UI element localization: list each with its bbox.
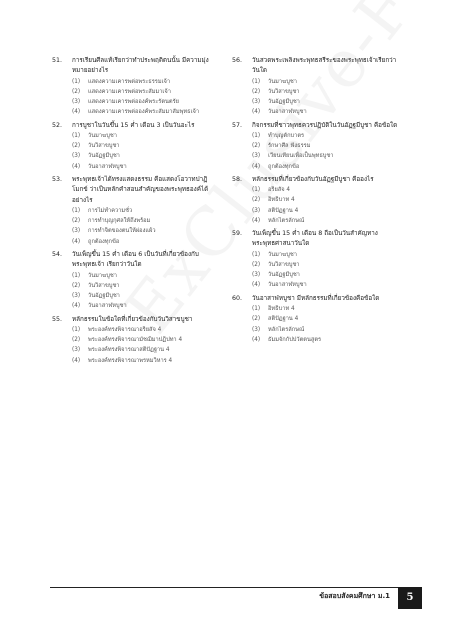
answer-option [232,151,408,161]
answer-option [232,270,408,280]
answer-option [232,77,408,87]
option-text: วันอัฏฐมีบูชา [268,99,300,106]
option-text: วันอัฏฐมีบูชา [88,293,120,300]
answer-option [232,87,408,97]
option-label: (4) [252,336,261,343]
answer-option [232,304,408,314]
option-label: (4) [252,282,261,289]
option-label: (2) [72,143,81,150]
question-number: 54. [52,250,63,258]
question [52,250,228,312]
option-label: (3) [72,228,81,235]
option-label: (1) [72,208,81,215]
answer-option [232,260,408,270]
page-number: 5 [398,587,422,609]
option-text: ถูกต้องทุกข้อ [88,238,120,245]
option-label: (2) [72,282,81,289]
question-text: การบูชาในวันขึ้น 15 ค่ำ เดือน 3 เป็นวันอะไร [72,121,195,129]
answer-option [52,335,228,345]
answer-option [232,195,408,205]
answer-option [52,301,228,311]
option-text: วันอัฏฐมีบูชา [88,153,120,160]
option-label: (3) [72,347,81,354]
footer-divider [50,587,402,588]
option-text: แสดงความเคารพต่อองค์พระสัมมาสัมพุทธเจ้า [88,109,200,116]
answer-option [52,131,228,141]
question-number [52,66,72,76]
option-text: เวียนเทียนเพื่อเป็นพุทธบูชา [268,153,334,160]
answer-option [52,77,228,87]
question [52,121,228,172]
question-number: 60. [232,294,243,302]
option-label: (2) [252,316,261,323]
option-label: (3) [72,153,81,160]
option-label: (4) [72,303,81,310]
question-line [52,56,228,66]
answer-option [232,141,408,151]
answer-option [52,325,228,335]
question-line [232,229,408,239]
option-text: อิทธิบาท 4 [268,197,295,204]
option-label: (1) [252,133,261,140]
question-line [232,121,408,131]
option-label: (2) [72,218,81,225]
question-text: พระพุทธศาสนาวันใด [252,240,310,248]
question-number: 57. [232,121,243,129]
answer-option [232,280,408,290]
option-label: (1) [72,272,81,279]
option-text: วันวิสาขบูชา [88,282,120,289]
option-label: (4) [252,163,261,170]
option-label: (3) [252,326,261,333]
question-text: พระพุทธเจ้า เรียกว่าวันใด [72,261,142,269]
question [232,175,408,226]
option-text: สติปัฏฐาน 4 [268,207,299,214]
option-label: (4) [252,217,261,224]
question-line [52,315,228,325]
question-line [52,260,228,270]
answer-option [232,216,408,226]
option-text: วันมาฆบูชา [88,133,117,140]
option-label: (3) [252,272,261,279]
option-text: ถูกต้องทุกข้อ [268,163,300,170]
option-text: วันอาสาฬหบูชา [268,282,307,289]
question-text: หมายอย่างไร [72,67,109,75]
answer-option [232,131,408,141]
option-text: วันมาฆบูชา [88,272,117,279]
answer-option [232,97,408,107]
question-text: วันเพ็ญขึ้น 15 ค่ำ เดือน 8 ถือเป็นวันสำคัญทาง [252,230,378,238]
option-text: พระองค์ทรงพิจารณาอริยสัจ 4 [88,326,162,333]
answer-option [232,325,408,335]
question-text: โมกข์ ว่าเป็นหลักคำสอนสำคัญของพระพุทธองค์ได้อย่างไร [72,186,209,204]
question [52,175,228,247]
answer-option [232,107,408,117]
question-line [52,185,228,206]
question-number: 51. [52,57,63,64]
question [232,56,408,118]
question-line [232,294,408,304]
answer-option [52,345,228,355]
option-text: วันอาสาฬหบูชา [88,303,127,310]
answer-option [232,314,408,324]
option-label: (4) [72,109,81,116]
option-label: (1) [72,326,81,333]
answer-option [52,281,228,291]
option-label: (2) [72,337,81,344]
option-text: หลักไตรลักษณ์ [268,217,305,224]
question-line [232,175,408,185]
answer-option [52,162,228,172]
question [232,294,408,345]
option-label: (2) [252,262,261,269]
option-label: (2) [252,89,261,96]
option-text: ธัมมจักกัปปวัตตนสูตร [268,336,322,343]
question-number: 52. [52,121,63,129]
option-text: วันมาฆบูชา [268,78,297,85]
option-text: วันวิสาขบูชา [268,89,300,96]
option-text: อริยสัจ 4 [268,187,291,194]
option-label: (3) [252,99,261,106]
option-text: วันวิสาขบูชา [88,143,120,150]
question-text: หลักธรรมในข้อใดที่เกี่ยวข้องกับวันวิสาขบูชา [72,315,193,323]
option-label: (1) [252,187,261,194]
question-text: วันใด [252,67,268,75]
answer-option [52,237,228,247]
option-text: วันอัฏฐมีบูชา [268,272,300,279]
question [232,121,408,172]
option-label: (3) [252,207,261,214]
option-label: (2) [72,89,81,96]
question-number: 55. [52,315,63,323]
option-text: วันวิสาขบูชา [268,262,300,269]
option-text: ทำบุญตักบาตร [268,133,305,140]
question-text: การเรียนศีลแท้เรียกว่าทำประพฤติตนนั้น มีความมุ่ง [72,57,209,64]
answer-option [52,226,228,236]
option-label: (1) [72,133,81,140]
question [52,315,228,366]
question-line [52,121,228,131]
answer-option [52,107,228,117]
question-number [232,239,252,249]
left-column [52,56,228,369]
option-text: พระองค์ทรงพิจารณามัชฌิมาปฏิปทา 4 [88,337,183,344]
option-label: (4) [72,357,81,364]
answer-option [52,291,228,301]
option-text: พระองค์ทรงพิจารณาพรหมวิหาร 4 [88,357,173,364]
question-number: 56. [232,57,243,64]
question-text: วันสวดพระเพลิงพระพุทธสรีระของพระพุทธเจ้าเรียกว่า [252,57,397,64]
option-label: (4) [72,163,81,170]
question-line [232,239,408,249]
option-text: แสดงความเคารพต่อพระธรรมเจ้า [88,78,171,85]
footer-title: ข้อสอบสังคมศึกษา ม.1 [319,592,390,600]
question-number [52,185,72,206]
question-number: 59. [232,230,243,238]
option-label: (1) [72,78,81,85]
option-text: วันมาฆบูชา [268,251,297,258]
option-text: อิทธิบาท 4 [268,306,295,313]
answer-option [232,335,408,345]
option-text: การทำบุญกุศลให้ถึงพร้อม [88,218,151,225]
option-text: การทำจิตของตนให้ผ่องแผ้ว [88,228,156,235]
question-number [52,260,72,270]
question-number: 53. [52,175,63,183]
question-text: พระพุทธเจ้าได้ทรงแสดงธรรม คือแสดงโอวาทปาฏิ [72,175,208,183]
option-label: (2) [252,197,261,204]
option-label: (3) [252,153,261,160]
question-line [52,175,228,185]
option-text: การไม่ทำความชั่ว [88,208,133,215]
option-text: พระองค์ทรงพิจารณาสติปัฏฐาน 4 [88,347,170,354]
option-text: แสดงความเคารพต่อองค์พระรัตนตรัย [88,99,179,106]
option-label: (1) [252,251,261,258]
option-label: (4) [252,109,261,116]
answer-option [52,151,228,161]
answer-option [232,206,408,216]
answer-option [52,216,228,226]
question-line [52,66,228,76]
option-label: (3) [72,99,81,106]
option-label: (1) [252,306,261,313]
option-text: แสดงความเคารพต่อพระสัมมาเจ้า [88,89,171,96]
option-label: (2) [252,143,261,150]
question-line [52,250,228,260]
question-text: กิจกรรมที่ชาวพุทธควรปฏิบัติในวันอัฏฐมีบูชา คือข้อใด [252,121,398,129]
option-text: วันอาสาฬหบูชา [88,163,127,170]
question-text: วันเพ็ญขึ้น 15 ค่ำ เดือน 6 เป็นวันที่เกี่ยวข้องกับ [72,250,199,258]
option-label: (1) [252,78,261,85]
answer-option [52,141,228,151]
option-text: รักษาศีล ฟังธรรม [268,143,311,150]
option-label: (4) [72,238,81,245]
option-text: หลักไตรลักษณ์ [268,326,305,333]
answer-option [52,271,228,281]
question [52,56,228,118]
option-text: วันอาสาฬหบูชา [268,109,307,116]
question-text: วันอาสาฬหบูชา มีหลักธรรมที่เกี่ยวข้องคือข้อใด [252,294,380,302]
answer-option [52,356,228,366]
question-text: หลักธรรมที่เกี่ยวข้องกับวันอัฏฐมีบูชา คือองไร [252,175,374,183]
answer-option [232,162,408,172]
question-line [232,56,408,66]
option-label: (3) [72,293,81,300]
question [232,229,408,291]
right-column [232,56,408,348]
option-text: สติปัฏฐาน 4 [268,316,299,323]
answer-option [52,206,228,216]
question-number [232,66,252,76]
question-number: 58. [232,175,243,183]
answer-option [52,97,228,107]
question-line [232,66,408,76]
answer-option [52,87,228,97]
answer-option [232,185,408,195]
answer-option [232,250,408,260]
